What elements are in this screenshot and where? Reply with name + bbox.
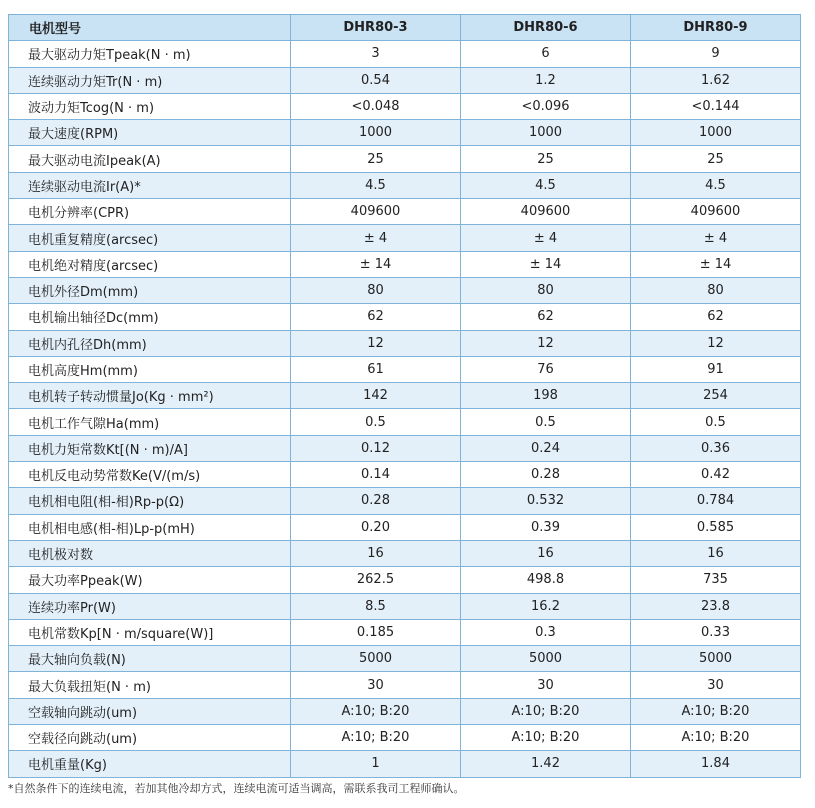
param-label: 最大负载扭矩(N · m)	[9, 672, 291, 698]
value-dhr80-9: 23.8	[631, 593, 801, 619]
value-dhr80-3: 1	[291, 751, 461, 777]
value-dhr80-6: 4.5	[461, 172, 631, 198]
value-dhr80-9: 1.62	[631, 67, 801, 93]
value-dhr80-3: 61	[291, 356, 461, 382]
param-label: 空载轴向跳动(um)	[9, 698, 291, 724]
value-dhr80-9: 5000	[631, 646, 801, 672]
table-body	[9, 41, 801, 777]
value-dhr80-9: 0.585	[631, 514, 801, 540]
value-dhr80-3: ± 14	[291, 251, 461, 277]
spec-sheet	[8, 14, 801, 778]
header-cell-dhr80-3: DHR80-3	[291, 15, 461, 41]
value-dhr80-9: A:10; B:20	[631, 725, 801, 751]
param-label: 电机相电阻(相-相)Rp-p(Ω)	[9, 488, 291, 514]
table-row	[9, 172, 801, 198]
motor-spec-table	[8, 14, 801, 778]
table-row	[9, 251, 801, 277]
value-dhr80-9: 0.36	[631, 435, 801, 461]
param-label: 电机输出轴径Dc(mm)	[9, 304, 291, 330]
value-dhr80-3: 409600	[291, 199, 461, 225]
param-label: 连续功率Pr(W)	[9, 593, 291, 619]
table-row	[9, 619, 801, 645]
param-label: 波动力矩Tcog(N · m)	[9, 93, 291, 119]
value-dhr80-6: 12	[461, 330, 631, 356]
table-header-row	[9, 15, 801, 41]
value-dhr80-9: 4.5	[631, 172, 801, 198]
value-dhr80-3: 25	[291, 146, 461, 172]
value-dhr80-9: 91	[631, 356, 801, 382]
value-dhr80-6: <0.096	[461, 93, 631, 119]
value-dhr80-6: ± 14	[461, 251, 631, 277]
table-row	[9, 146, 801, 172]
table-row	[9, 646, 801, 672]
param-label: 电机内孔径Dh(mm)	[9, 330, 291, 356]
table-row	[9, 725, 801, 751]
value-dhr80-3: 0.54	[291, 67, 461, 93]
table-row	[9, 540, 801, 566]
header-cell-model: 电机型号	[9, 15, 291, 41]
value-dhr80-6: 1.42	[461, 751, 631, 777]
value-dhr80-3: 62	[291, 304, 461, 330]
value-dhr80-6: A:10; B:20	[461, 725, 631, 751]
value-dhr80-3: 262.5	[291, 567, 461, 593]
value-dhr80-9: 1.84	[631, 751, 801, 777]
value-dhr80-9: 0.784	[631, 488, 801, 514]
value-dhr80-6: 16	[461, 540, 631, 566]
value-dhr80-3: 0.14	[291, 462, 461, 488]
value-dhr80-3: 0.12	[291, 435, 461, 461]
value-dhr80-9: 12	[631, 330, 801, 356]
value-dhr80-3: 4.5	[291, 172, 461, 198]
value-dhr80-9: 80	[631, 277, 801, 303]
value-dhr80-6: A:10; B:20	[461, 698, 631, 724]
param-label: 电机相电感(相-相)Lp-p(mH)	[9, 514, 291, 540]
param-label: 电机常数Kp[N · m/square(W)]	[9, 619, 291, 645]
table-row	[9, 698, 801, 724]
value-dhr80-6: 0.28	[461, 462, 631, 488]
value-dhr80-3: 0.28	[291, 488, 461, 514]
value-dhr80-9: 62	[631, 304, 801, 330]
value-dhr80-6: 198	[461, 383, 631, 409]
value-dhr80-6: 0.39	[461, 514, 631, 540]
value-dhr80-3: 8.5	[291, 593, 461, 619]
value-dhr80-3: 142	[291, 383, 461, 409]
value-dhr80-9: 9	[631, 41, 801, 67]
value-dhr80-9: 1000	[631, 120, 801, 146]
table-row	[9, 672, 801, 698]
value-dhr80-6: 0.3	[461, 619, 631, 645]
table-row	[9, 304, 801, 330]
value-dhr80-6: 16.2	[461, 593, 631, 619]
value-dhr80-6: 498.8	[461, 567, 631, 593]
value-dhr80-3: 3	[291, 41, 461, 67]
value-dhr80-6: 0.5	[461, 409, 631, 435]
param-label: 电机力矩常数Kt[(N · m)/A]	[9, 435, 291, 461]
value-dhr80-9: 0.42	[631, 462, 801, 488]
table-row	[9, 330, 801, 356]
param-label: 最大驱动力矩Tpeak(N · m)	[9, 41, 291, 67]
table-row	[9, 435, 801, 461]
value-dhr80-3: A:10; B:20	[291, 725, 461, 751]
value-dhr80-6: 76	[461, 356, 631, 382]
param-label: 电机分辨率(CPR)	[9, 199, 291, 225]
value-dhr80-6: 409600	[461, 199, 631, 225]
param-label: 空载径向跳动(um)	[9, 725, 291, 751]
value-dhr80-3: ± 4	[291, 225, 461, 251]
value-dhr80-6: 0.532	[461, 488, 631, 514]
value-dhr80-6: 6	[461, 41, 631, 67]
value-dhr80-6: 62	[461, 304, 631, 330]
param-label: 电机反电动势常数Ke(V/(m/s)	[9, 462, 291, 488]
table-row	[9, 225, 801, 251]
value-dhr80-9: 735	[631, 567, 801, 593]
param-label: 最大驱动电流Ipeak(A)	[9, 146, 291, 172]
value-dhr80-3: 0.185	[291, 619, 461, 645]
param-label: 电机转子转动惯量Jo(Kg · mm²)	[9, 383, 291, 409]
value-dhr80-6: 0.24	[461, 435, 631, 461]
value-dhr80-3: <0.048	[291, 93, 461, 119]
param-label: 最大轴向负载(N)	[9, 646, 291, 672]
param-label: 最大功率Ppeak(W)	[9, 567, 291, 593]
table-row	[9, 41, 801, 67]
value-dhr80-3: 0.20	[291, 514, 461, 540]
table-row	[9, 67, 801, 93]
table-row	[9, 199, 801, 225]
value-dhr80-9: <0.144	[631, 93, 801, 119]
value-dhr80-3: 80	[291, 277, 461, 303]
param-label: 电机高度Hm(mm)	[9, 356, 291, 382]
value-dhr80-3: 1000	[291, 120, 461, 146]
param-label: 连续驱动电流Ir(A)*	[9, 172, 291, 198]
value-dhr80-9: ± 14	[631, 251, 801, 277]
value-dhr80-9: 16	[631, 540, 801, 566]
table-row	[9, 462, 801, 488]
table-row	[9, 120, 801, 146]
table-row	[9, 277, 801, 303]
param-label: 连续驱动力矩Tr(N · m)	[9, 67, 291, 93]
value-dhr80-6: 25	[461, 146, 631, 172]
table-row	[9, 383, 801, 409]
value-dhr80-3: 30	[291, 672, 461, 698]
table-row	[9, 356, 801, 382]
value-dhr80-6: 30	[461, 672, 631, 698]
param-label: 最大速度(RPM)	[9, 120, 291, 146]
footnote: *自然条件下的连续电流，若加其他冷却方式，连续电流可适当调高，需联系我司工程师确认。	[8, 782, 465, 795]
param-label: 电机工作气隙Ha(mm)	[9, 409, 291, 435]
value-dhr80-6: 1.2	[461, 67, 631, 93]
param-label: 电机重量(Kg)	[9, 751, 291, 777]
value-dhr80-3: 12	[291, 330, 461, 356]
table-row	[9, 567, 801, 593]
value-dhr80-3: A:10; B:20	[291, 698, 461, 724]
header-cell-dhr80-9: DHR80-9	[631, 15, 801, 41]
value-dhr80-6: 5000	[461, 646, 631, 672]
param-label: 电机绝对精度(arcsec)	[9, 251, 291, 277]
table-row	[9, 514, 801, 540]
value-dhr80-6: 80	[461, 277, 631, 303]
table-row	[9, 751, 801, 777]
param-label: 电机外径Dm(mm)	[9, 277, 291, 303]
value-dhr80-3: 0.5	[291, 409, 461, 435]
value-dhr80-3: 5000	[291, 646, 461, 672]
value-dhr80-9: ± 4	[631, 225, 801, 251]
value-dhr80-9: 30	[631, 672, 801, 698]
value-dhr80-9: 0.33	[631, 619, 801, 645]
table-row	[9, 593, 801, 619]
value-dhr80-9: 254	[631, 383, 801, 409]
table-row	[9, 488, 801, 514]
header-cell-dhr80-6: DHR80-6	[461, 15, 631, 41]
table-row	[9, 409, 801, 435]
value-dhr80-6: 1000	[461, 120, 631, 146]
value-dhr80-9: 409600	[631, 199, 801, 225]
value-dhr80-9: 25	[631, 146, 801, 172]
value-dhr80-6: ± 4	[461, 225, 631, 251]
table-row	[9, 93, 801, 119]
param-label: 电机极对数	[9, 540, 291, 566]
value-dhr80-9: 0.5	[631, 409, 801, 435]
value-dhr80-3: 16	[291, 540, 461, 566]
param-label: 电机重复精度(arcsec)	[9, 225, 291, 251]
value-dhr80-9: A:10; B:20	[631, 698, 801, 724]
